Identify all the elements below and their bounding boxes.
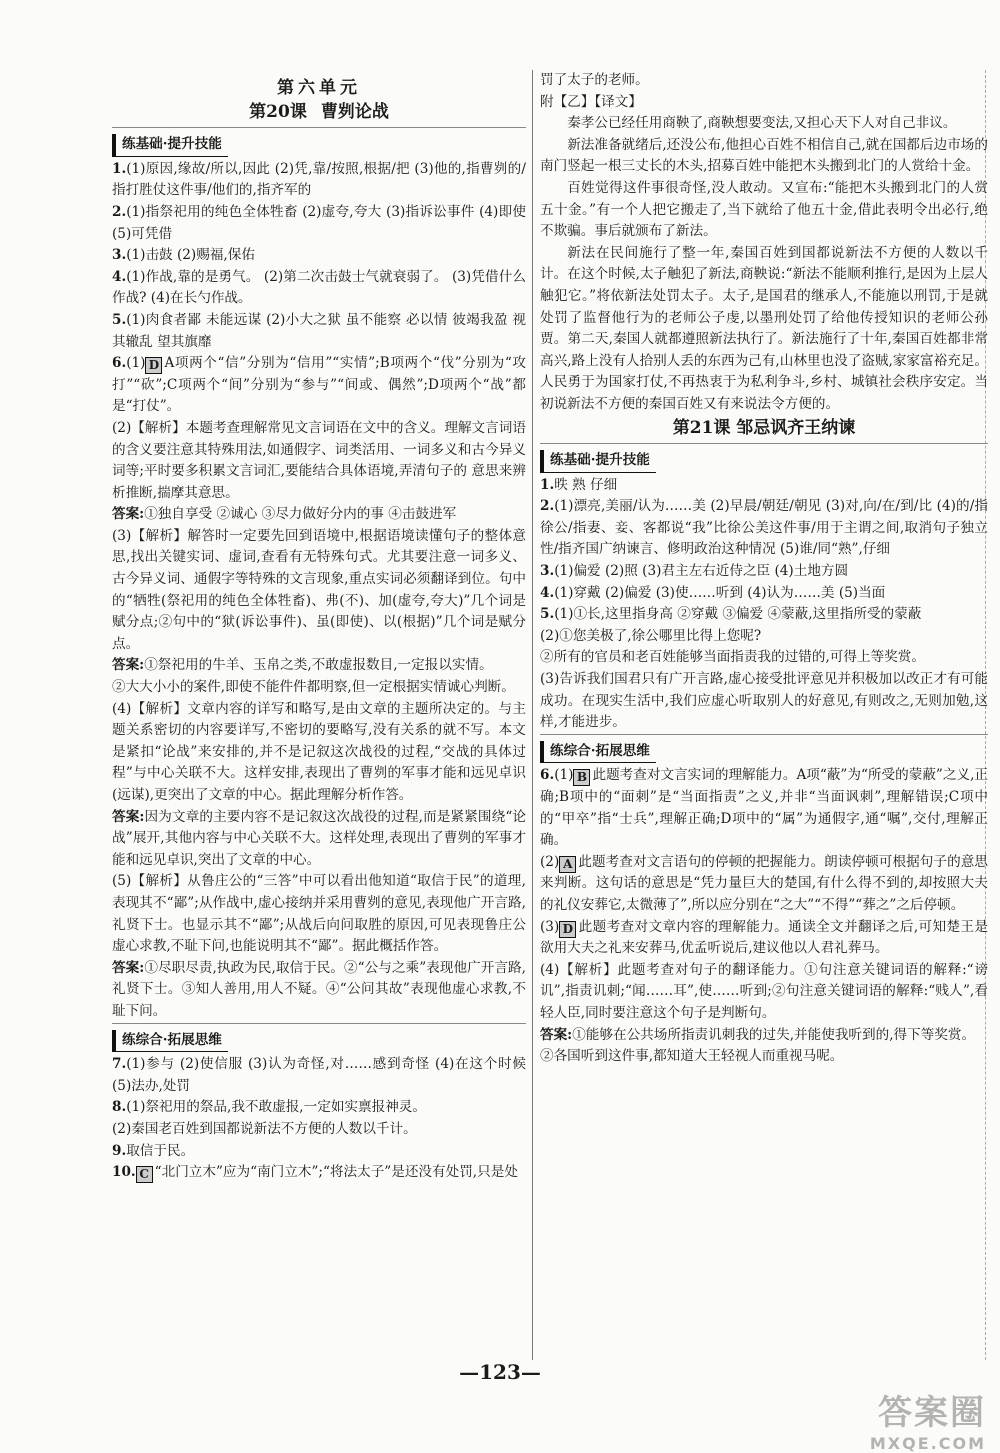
section-heading: 练基础·提升技能 [540, 450, 656, 473]
question-item [540, 604, 988, 626]
item-text: 新法在民间施行了整一年,秦国百姓到国都说新法不方便的人数以千计。在这个时候,太子触犯了新法,商鞅说:“新法不能顺利推行,是因为上层人触犯它。”将依新法处罚太子。太子,是国君的继承人,不能施以刑罚,于是就处罚了监督他行为的老师公子虔,以墨刑处罚了给他传授知识的老师公孙贾。第二天,秦国人就都遵照新法执行了。新法施行了十年,秦国百姓都非常高兴,路上没有人拾别人丢的东西为己有,山林里也没了盗贼,家家富裕充足。人民勇于为国家打仗,不再热衷于为私利争斗,乡村、城镇社会秩序安定。当初说新法不方便的秦国百姓又有来说法令方便的。 [540, 244, 988, 412]
question-number: 8. [112, 1099, 127, 1116]
question-item [112, 1141, 526, 1163]
section-heading: 练综合·拓展思维 [540, 741, 656, 764]
unit-title: 第六单元 [277, 78, 361, 98]
item-text: ②大大小小的案件,即使不能件件都明察,但一定根据实情诚心判断。 [112, 679, 515, 696]
question-item [540, 583, 988, 605]
answer-label: 答案: [112, 506, 145, 523]
item-text: A项两个“信”分别为“信用”“实情”;B项两个“伐”分别为“攻打”“砍”;C项两个“间”分别为“参与”“间或、偶然”;D项两个“战”都是“打仗”。 [112, 355, 526, 415]
item-text: (1)参与 (2)使信服 (3)认为奇怪,对……感到奇怪 (4)在这个时候 (5)法办,处罚 [112, 1056, 526, 1094]
answer-paragraph [112, 958, 526, 1023]
answer-choice-box: B [573, 769, 590, 786]
text-paragraph [540, 917, 988, 960]
text-paragraph [112, 699, 526, 807]
right-section-wrap [540, 443, 988, 475]
item-text: 取信于民。 [126, 1142, 195, 1159]
item-text: (2)①您美极了,徐公哪里比得上您呢? [540, 627, 762, 644]
item-text: (4)【解析】文章内容的详写和略写,是由文章的主题所决定的。与主题关系密切的内容要详写,不密切的要略写,没有关系的就不写。本文是紧扣“论战”来安排的,并不是记叙这次战役的过程,“交战的具体过程”与中心关联不大。这样安排,表现出了曹刿的军事才能和远见卓识(远谋),更突出了文章的中心。据此理解分析作答。 [112, 700, 526, 803]
item-text: (3)【解析】解答时一定要先回到语境中,根据语境读懂句子的整体意思,找出关键实词、虚词,查看有无特殊句式。尤其要注意一词多义、古今异义词、通假字等特殊的文言现象,重点实词必须翻译到位。句中的“牺牲(祭祀用的纯色全体牲畜)、弗(不)、加(虚夸,夸大)”几个词是赋分点;②句中的“狱(诉讼事件)、虽(即使)、以(根据)”几个词是赋分点。 [112, 527, 526, 652]
item-text: ①能够在公共场所指责讥刺我的过失,并能使我听到的,得下等奖赏。 [572, 1026, 976, 1043]
watermark-text: 答案圈 [878, 1393, 986, 1433]
text-paragraph [540, 669, 988, 734]
item-text: ①尽职尽责,执政为民,取信于民。②“公与之乘”表现他广开言路,礼贤下士。③知人善用,用人不疑。④“公问其故”表现他虚心求教,不耻下问。 [112, 959, 526, 1019]
question-item [112, 1162, 526, 1184]
left-column [112, 70, 526, 1184]
item-text: ①祭祀用的牛羊、玉帛之类,不敢虚报数目,一定报以实情。 [144, 657, 493, 674]
text-paragraph [540, 1046, 988, 1068]
text-paragraph [112, 677, 526, 699]
left-section-wrap [112, 1023, 526, 1055]
question-item [112, 1054, 526, 1097]
text-paragraph [540, 243, 988, 416]
text-paragraph [540, 852, 988, 917]
text-paragraph [112, 871, 526, 957]
item-text: (1)击鼓 (2)赐福,保佑 [126, 247, 255, 264]
question-number: 3. [540, 563, 555, 580]
item-text: (1)偏爱 (2)照 (3)君主左右近侍之臣 (4)土地方圆 [554, 563, 849, 580]
question-number: 1. [540, 476, 555, 493]
item-text: 此题考查对文章内容的理解能力。通读全文并翻译之后,可知楚王是欲用大夫之礼来安葬马,优孟听说后,建议他以人君礼葬马。 [540, 918, 988, 957]
right-section-rule [540, 734, 988, 735]
answer-choice-box: C [136, 1166, 153, 1183]
question-number: 5. [112, 311, 127, 328]
sub-question-number: (3) [540, 918, 560, 935]
answer-choice-box: D [145, 357, 162, 374]
text-paragraph [112, 1119, 526, 1141]
item-text: (1)漂亮,美丽/认为……美 (2)早晨/朝廷/朝见 (3)对,向/在/到/比 (4)的/指徐公/指妻、妾、客都说“我”比徐公美这件事/用于主谓之间,取消句子独立性/指齐国广纳谏言、修明政治这种情况 (5)谁/同“熟”,仔细 [540, 498, 988, 558]
item-text: (5)【解析】从鲁庄公的“三答”中可以看出他知道“取信于民”的道理,表现其不“鄙”;从作战中,虚心接纳并采用曹刿的意见,表现他广开言路,礼贤下士。也显示其不“鄙”;从战后向问取胜的原因,可见表现鲁庄公虚心求教,不耻下问,也能说明其不“鄙”。据此概括作答。 [112, 873, 526, 955]
item-text: ②各国听到这件事,都知道大王轻视人而重视马呢。 [540, 1048, 844, 1065]
answer-paragraph [112, 807, 526, 872]
item-text: 此题考查对文言实词的理解能力。A项“蔽”为“所受的蒙蔽”之义,正确;B项中的“面刺”是“当面指责”之义,并非“当面讽刺”,理解错误;C项中的“甲卒”指“士兵”,理解正确;D项中的“属”为通假字,通“嘱”,交付,理解正确。 [540, 767, 988, 849]
question-item [540, 561, 988, 583]
answer-label: 答案: [112, 657, 145, 674]
question-item [112, 202, 526, 245]
answer-label: 答案: [540, 1026, 573, 1043]
item-text: (3)告诉我们国君只有广开言路,虚心接受批评意见并积极加以改正才有可能成功。在现实生活中,我们应虚心听取别人的好意见,有则改之,无则加勉,这样,才能进步。 [540, 671, 988, 731]
right-section-wrap [540, 734, 988, 766]
item-text: ①独自享受 ②诚心 ③尽力做好分内的事 ④击鼓进军 [144, 506, 457, 523]
watermark-logo [870, 1385, 986, 1453]
right-column [540, 70, 988, 1068]
item-text: 秦孝公已经任用商鞅了,商鞅想要变法,又担心天下人对自己非议。 [567, 115, 957, 132]
item-text: ②所有的官员和老百姓能够当面指责我的过错的,可得上等奖赏。 [540, 649, 925, 666]
left-content [112, 159, 526, 1184]
item-text: 附【乙】【译文】 [540, 93, 642, 110]
lesson-21-title: 第21课 邹忌讽齐王纳谏 [672, 417, 856, 438]
watermark-url: MXQE.COM [869, 1434, 986, 1453]
item-text: 此题考查对文言语句的停顿的把握能力。朗读停顿可根据句子的意思来判断。这句话的意思是“凭力量巨大的楚国,有什么得不到的,却按照大夫的礼仪安葬它,太微薄了”,所以应分别在“之大”“不得”“葬之”之后停顿。 [540, 853, 988, 913]
question-number: 2. [540, 498, 555, 515]
sub-question-number: (2) [540, 853, 560, 870]
text-paragraph [540, 70, 988, 92]
text-paragraph [540, 647, 988, 669]
question-item [112, 1097, 526, 1119]
item-text: (1)①长,这里指身高 ②穿戴 ③偏爱 ④蒙蔽,这里指所受的蒙蔽 [554, 606, 922, 623]
question-item [540, 765, 988, 851]
page-number: —123— [459, 1360, 541, 1384]
question-number: 9. [112, 1142, 127, 1159]
section-basic: 练基础·提升技能 [112, 134, 228, 157]
question-item [112, 159, 526, 202]
text-paragraph [540, 113, 988, 135]
sub-question-number: (1) [126, 355, 146, 372]
answer-label: 答案: [112, 808, 145, 825]
lesson-20-number: 第20课 [249, 101, 307, 122]
left-section-rule [112, 1023, 526, 1024]
item-text: (1)指祭祀用的纯色全体牲畜 (2)虚夸,夸大 (3)指诉讼事件 (4)即使 (5)可凭借 [112, 203, 526, 242]
question-number: 2. [112, 203, 127, 220]
question-number: 3. [112, 247, 127, 264]
text-paragraph [540, 135, 988, 178]
question-number: 6. [540, 767, 555, 784]
item-text: (1)祭祀用的祭品,我不敢虚报,一定如实禀报神灵。 [126, 1099, 426, 1116]
item-text: (2)秦国老百姓到国都说新法不方便的人数以千计。 [112, 1120, 417, 1137]
question-number: 7. [112, 1056, 127, 1073]
item-text: (1)穿戴 (2)偏爱 (3)使……听到 (4)认为……美 (5)当面 [554, 584, 886, 601]
item-text: (1)肉食者鄙 未能远谋 (2)小大之狱 虽不能察 必以情 彼竭我盈 视其辙乱 望其旗靡 [112, 311, 526, 350]
question-item [112, 267, 526, 310]
question-item [112, 310, 526, 353]
question-number: 5. [540, 606, 555, 623]
text-paragraph [112, 526, 526, 656]
answer-choice-box: D [559, 921, 576, 938]
question-number: 10. [112, 1164, 136, 1181]
text-paragraph [540, 178, 988, 243]
section-heading: 练综合·拓展思维 [112, 1030, 228, 1053]
item-text: 百姓觉得这件事很奇怪,没人敢动。又宣布:“能把木头搬到北门的人赏五十金。”有一个人把它搬走了,当下就给了他五十金,借此表明令出必行,绝不欺骗。事后就颁布了新法。 [540, 179, 988, 240]
item-text: “北门立木”应为“南门立木”;“将法太子”是还没有处罚,只是处 [154, 1164, 518, 1181]
answer-paragraph [540, 1025, 988, 1047]
item-text: 昳 熟 仔细 [554, 476, 618, 493]
question-number: 6. [112, 355, 127, 372]
item-text: 罚了太子的老师。 [540, 72, 649, 88]
question-number: 4. [540, 584, 555, 601]
question-item [540, 496, 988, 561]
answer-paragraph [112, 504, 526, 526]
sub-question-number: (1) [554, 767, 574, 784]
item-text: (1)作战,靠的是勇气。 (2)第二次击鼓士气就衰弱了。 (3)凭借什么作战? (4)在长勺作战。 [112, 268, 526, 307]
right-section-rule [540, 443, 988, 444]
text-paragraph [112, 418, 526, 504]
item-text: (2)【解析】本题考查理解常见文言词语在文中的含义。理解文言词语的含义要注意其特殊用法,如通假字、词类活用、一词多义和古今异义词等;平时要多积累文言词汇,要能结合具体语境,弄清句子的 意思来辨析推断,揣摩其意思。 [112, 419, 526, 501]
lesson-20-title [112, 102, 526, 124]
answer-paragraph [112, 655, 526, 677]
item-text: 因为文章的主要内容不是记叙这次战役的过程,而是紧紧围绕“论战”展开,其他内容与中心关联不大。这样处理,表现出了曹刿的军事才能和远见卓识,突出了文章的中心。 [112, 808, 526, 868]
question-item [112, 353, 526, 418]
question-number: 4. [112, 268, 127, 285]
right-content [540, 70, 988, 1068]
answer-label: 答案: [112, 959, 145, 976]
lesson-20-name: 曹刿论战 [320, 101, 389, 122]
item-text: (1)原因,缘故/所以,因此 (2)凭,靠/按照,根据/把 (3)他的,指曹刿的/指打胜仗这件事/他们的,指齐军的 [112, 160, 526, 199]
column-divider [532, 70, 533, 1360]
question-number: 1. [112, 160, 127, 177]
answer-choice-box: A [559, 856, 576, 873]
question-item [540, 475, 988, 497]
question-item [112, 245, 526, 267]
item-text: 新法准备就绪后,还没公布,他担心百姓不相信自己,就在国都后边市场的南门竖起一根三丈长的木头,招募百姓中能把木头搬到北门的人赏给十金。 [540, 136, 988, 175]
text-paragraph [540, 92, 988, 114]
text-paragraph [540, 626, 988, 648]
item-text: (4)【解析】此题考查对句子的翻译能力。①句注意关键词语的解释:“谤讥”,指责讥刺;“闻……耳”,使……听到;②句注意关键词语的解释:“贱人”,看轻人臣,同时要注意这个句子是判断句。 [540, 961, 988, 1021]
text-paragraph [540, 960, 988, 1025]
